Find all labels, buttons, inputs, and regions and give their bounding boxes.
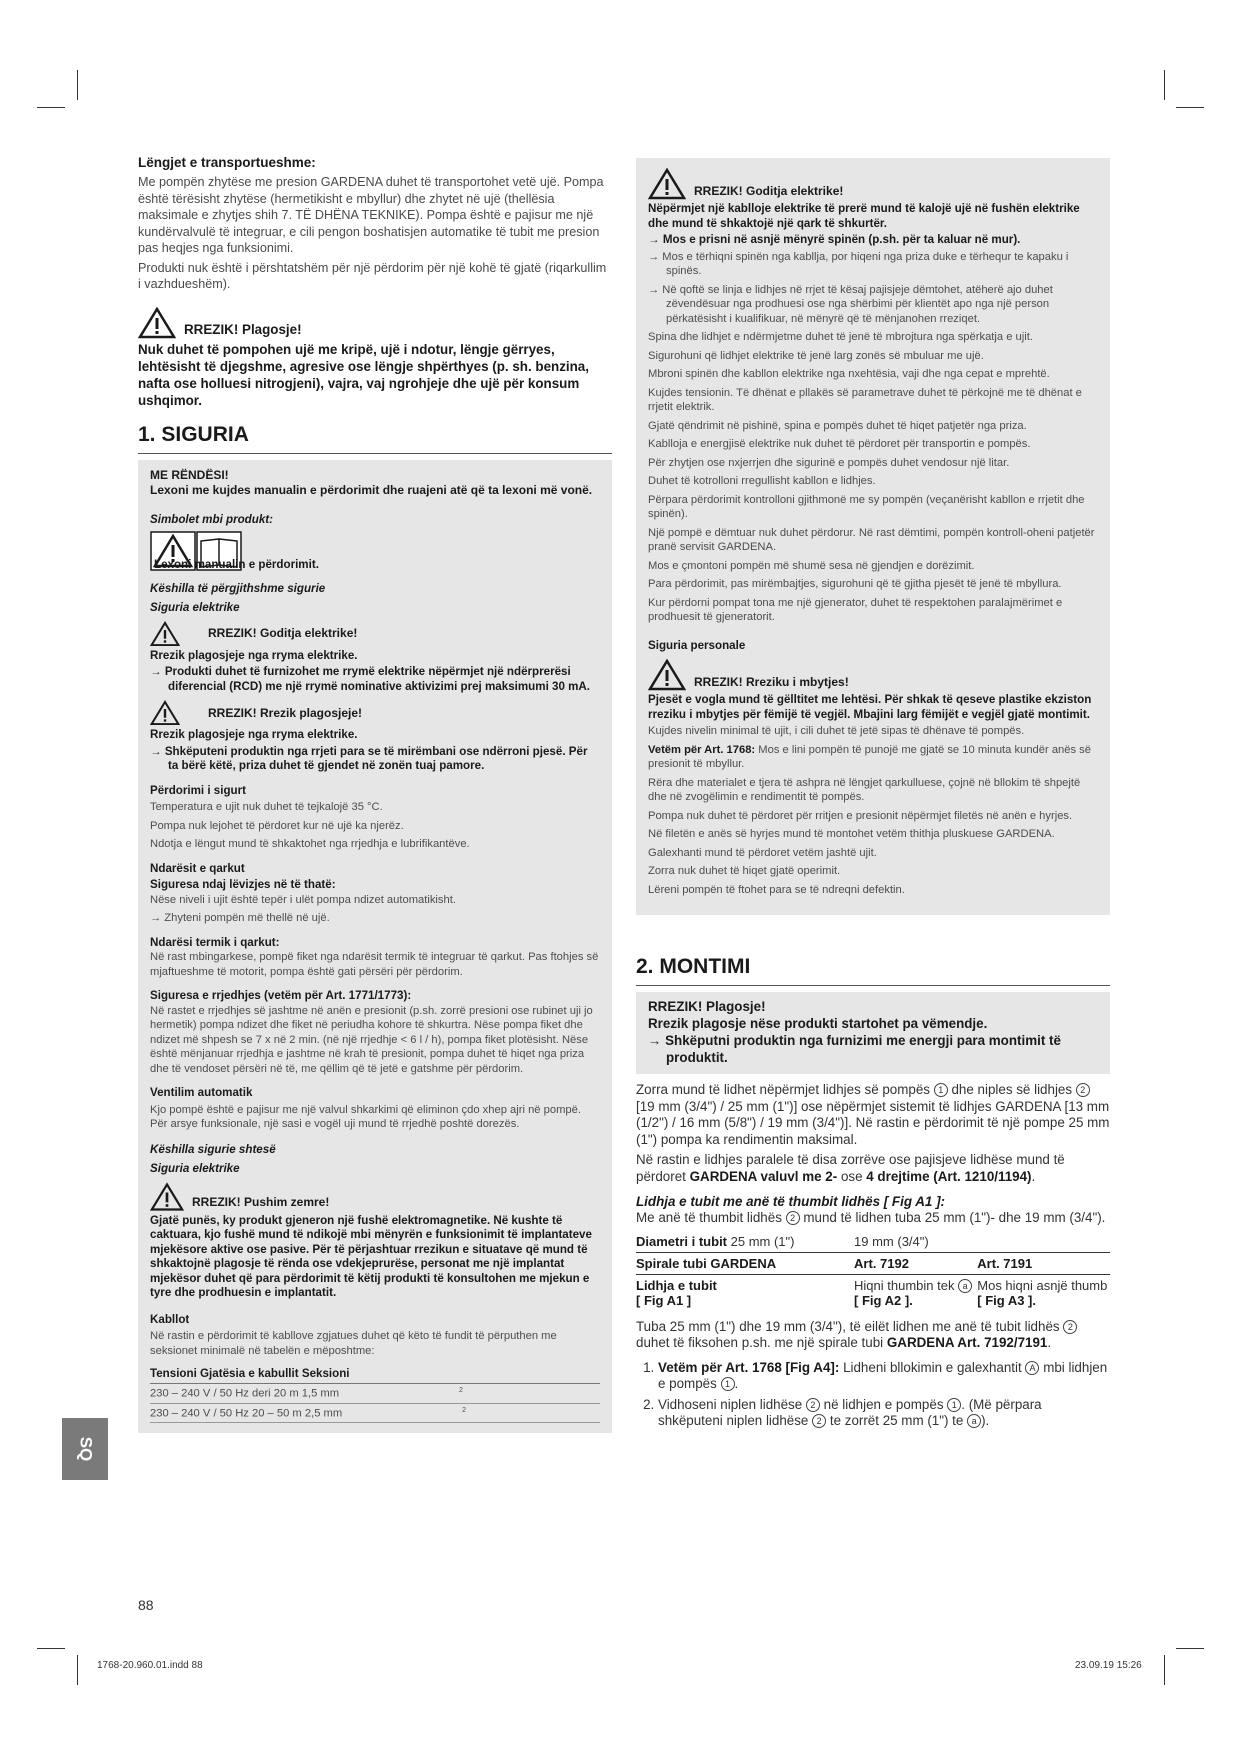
after-table-paragraph: Tuba 25 mm (1") dhe 19 mm (3/4"), të eilët lidhen me anë të tubit lidhës 2 duhet të fiksohen p.sh. me një spirale tubi GARDENA Art. 7192/7191. — [636, 1319, 1110, 1352]
warning-triangle-icon — [150, 1182, 184, 1212]
crop-mark — [77, 1655, 78, 1685]
extra-safety-title: Këshilla sigurie shtesë — [150, 1142, 276, 1156]
right-column — [636, 158, 1110, 1434]
shock-sub: Rrezik plagosjeje nga rryma elektrike. — [150, 648, 358, 662]
electric-rule: Kujdes tensionin. Të dhënat e pllakës së parametrave duhet të përkojnë me të dhënat e rrjetit elektrik. — [648, 386, 1082, 413]
hose-table-cell: Spirale tubi GARDENA — [636, 1252, 854, 1274]
safety-box — [138, 460, 612, 1434]
choke-text: Pjesët e vogla mund të gëlltitet me lehtësi. Për shkak të qeseve plastike ekziston rreziku i mbytjes për fëmijë të vegjël. Mbajini larg fëmijët e vegjël gjatë montimit. — [648, 693, 1092, 721]
footer-date: 23.09.19 15:26 — [1075, 1660, 1142, 1671]
personal-rule: Zorra nuk duhet të hiqet gjatë operimit. — [648, 865, 841, 877]
transport-title: Lëngjet e transportueshme: — [138, 155, 316, 170]
personal-rule: Rëra dhe materialet e tjera të ashpra në lëngjet qarkulluese, çojnë në bllokim të shpejtë dhe në zvogëlimin e rendimentit të pompës. — [648, 776, 1081, 803]
choke-warning — [648, 659, 1098, 691]
flow-text: Në rastet e rrjedhjes së jashtme në anën e presionit (p.sh. zorrë presioni ose rubinet uji jo hermetik) pompa ndizet dhe fiket në periudha kohore të shkurtra. Nëse pompa fiket dhe ndizet më shpesh se 7 x në 2 min. (në një rrjedhje < 6 l / h), pompa fiket plotësisht. Nëse është mënjanuar rrjedhja e jashtme në krah të presionit, pompa duhet të hiqet nga priza dhe të vendoset përsëri në të, me qëllim që të jetë e gatshme për përdorim. — [150, 1004, 593, 1075]
personal-rule: Lëreni pompën të ftohet para se të ndreqni defektin. — [648, 883, 905, 896]
crop-mark — [1176, 107, 1204, 108]
transport-paragraph: Me pompën zhytëse me presion GARDENA duhet të transportohet vetë ujë. Pompa është tërësisht zhytëse (hermetikisht e mbyllur) dhe zhytet në ujë (thellësia maksimale e zhytjes shih 7. TË DHËNA TEKNIKE). Pompa është e pajisur me një kundërvalvulë të integruar, e cili pengon boshatisjen automatike të tubit me presion pas heqjes nga funksionimi. — [138, 175, 604, 255]
vent-title: Ventilim automatik — [150, 1086, 253, 1099]
safe-use-2: Pompa nuk lejohet të përdoret kur në ujë ka njerëz. — [150, 819, 404, 832]
electric-rule: Mos e çmontoni pompën më shumë sesa në gjendjen e dorëzimit. — [648, 559, 975, 572]
hose-table-cell: Hiqni thumbin tek a [ Fig A2 ]. — [854, 1274, 977, 1311]
injury-arrow: → Shkëputeni produktin nga rrjeti para se të mirëmbani ose ndërroni pjesë. Për ta bërë këtë, priza duhet të gjendet në zonën tuaj pamore. — [150, 744, 588, 772]
section-title-safety: 1. SIGURIA — [138, 423, 612, 454]
electric-rule: Spina dhe lidhjet e ndërmjetme duhet të jenë të mbrojtura nga spërkatja e ujit. — [648, 331, 1033, 343]
warning-triangle-icon — [648, 168, 686, 200]
language-tab: SQ — [62, 1418, 108, 1480]
cable-table-row: 230 – 240 V / 50 Hz deri 20 m 1,5 mm $^2$ — [150, 1384, 600, 1404]
arrow-3: → Në qoftë se linja e lidhjes në rrjet të kësaj pajisjeje dëmtohet, atëherë ajo duhet zëvendësuar nga prodhuesi ose nga shërbimi për klientët apo nga një person përkatësisht i kualifikuar, në mënyrë që të mënjanohen rreziqet. — [648, 283, 1053, 325]
safe-use-title: Përdorimi i sigurt — [150, 783, 246, 797]
electric-rule: Gjatë qëndrimit në pishinë, spina e pompës duhet të hiqet patjetër nga priza. — [648, 419, 1027, 432]
electric-rule: Duhet të kotrolloni rregullisht kabllon e lidhjes. — [648, 475, 876, 487]
footer-file: 1768-20.960.01.indd 88 — [97, 1660, 203, 1671]
warning-triangle-icon — [150, 700, 180, 726]
symbols-title: Simbolet mbi produkt: — [150, 512, 274, 526]
personal-rule: Në filetën e anës së hyrjes mund të montohet vetëm thithja pluskuese GARDENA. — [648, 828, 1055, 840]
cable-table-row: 230 – 240 V / 50 Hz 20 – 50 m 2,5 mm $^2$ — [150, 1403, 600, 1423]
electric-box — [636, 158, 1110, 915]
hose-table-h1: Diametri i tubit 25 mm (1") — [636, 1233, 795, 1249]
thread-text: Me anë të thumbit lidhës 2 mund të lidhen tuba 25 mm (1")- dhe 19 mm (3/4"). — [636, 1210, 1106, 1225]
assembly-warning-box — [636, 992, 1110, 1074]
personal-rule: Pompa nuk duhet të përdoret për rritjen e presionit nëpërmjet filetës në anën e hyrjes. — [648, 809, 1073, 822]
electric-rule: Kablloja e energjisë elektrike nuk duhet të përdoret për transportin e pompës. — [648, 438, 1031, 450]
hose-table — [636, 1231, 1110, 1311]
electric-rule: Mbroni spinën dhe kabllon elektrike nga nxehtësia, vaji dhe nga cepat e mprehtë. — [648, 368, 1050, 380]
personal-safety-title: Siguria personale — [648, 638, 746, 652]
dry-text: Nëse niveli i ujit është tepër i ulët pompa ndizet automatikisht. — [150, 893, 456, 906]
transport-paragraph-2: Produkti nuk është i përshtatshëm për një përdorim për një kohë të gjatë (riqarkullim i vazhdueshëm). — [138, 260, 607, 291]
symbols-row — [150, 531, 600, 571]
danger-text: Nuk duhet të pompohen ujë me kripë, ujë i ndotur, lëngje gërryes, lehtësisht të djegshme, agresive ose lëngje shpërthyes (p. sh. benzina, nafta ose holluesi nitrogjeni), vajra, vaj ngrohjeje dhe ujë për konsum ushqimor. — [138, 341, 589, 408]
heart-text: Gjatë punës, ky produkt gjeneron një fushë elektromagnetike. Në kushte të caktuara, kjo fushë mund të ndikojë mbi mënyrën e funksionimit të implantateve mjekësore aktive ose pasive. Për të përjashtuar rrezikun e situatave që mund të shkaktojnë plagosje të rënda ose vdekjeprurëse, personat me një implantat mjekësor duhet që para përdorimit të këtij produkti të konsultohen me mjekun e tyre dhe prodhuesin e implantatit. — [150, 1213, 592, 1299]
safe-use-1: Temperatura e ujit nuk duhet të tejkalojë 35 °C. — [150, 801, 383, 813]
left-column — [138, 155, 612, 1433]
general-safety-title: Këshilla të përgjithshme sigurie — [150, 581, 326, 595]
dry-title: Siguresa ndaj lëvizjes në të thatë: — [150, 878, 336, 891]
section-title-assembly: 2. MONTIMI — [636, 955, 1110, 986]
assembly-warning-sub: Rrezik plagosje nëse produkti startohet pa vëmendje. — [648, 1016, 988, 1031]
shock-title: RREZIK! Goditja elektrike! — [208, 626, 358, 640]
electric-rule: Para përdorimit, pas mirëmbajtjes, sigurohuni që të gjitha pjesët të jenë të mbyllura. — [648, 578, 1062, 590]
cable-table — [150, 1364, 600, 1423]
shock-warning — [648, 168, 1098, 200]
danger-title: RREZIK! Plagosje! — [184, 322, 302, 337]
assembly-warning-title: RREZIK! Plagosje! — [648, 999, 766, 1014]
step-1: 1. Vetëm për Art. 1768 [Fig A4]: Lidheni bllokimin e galexhantit A mbi lidhjen e pompës 1 . — [658, 1360, 1110, 1393]
shock-title: RREZIK! Goditja elektrike! — [694, 183, 844, 198]
safe-use-3: Ndotja e lëngut mund të shkaktohet nga rrjedhja e lubrifikantëve. — [150, 838, 470, 850]
page-number: 88 — [138, 1597, 154, 1613]
assembly-paragraph-2: Në rastin e lidhjes paralele të disa zorrëve ose pajisjeve lidhëse mund të përdoret GARDENA valuvl me 2- ose 4 drejtime (Art. 1210/1194). — [636, 1152, 1065, 1184]
heart-title: RREZIK! Pushim zemre! — [192, 1195, 330, 1209]
thermal-title: Ndarësi termik i qarkut: — [150, 935, 280, 949]
danger-injury-header — [138, 307, 612, 339]
crop-mark — [77, 70, 78, 100]
arrow-2: → Mos e tërhiqni spinën nga kabllja, por hiqeni nga priza duke e tërhequr te kapaku i spinës. — [648, 250, 1069, 277]
personal-rule: Kujdes nivelin minimal të ujit, i cili duhet të jetë sipas të dhënave të pompës. — [648, 725, 1025, 737]
electric-rule: Kur përdorni pompat tona me një gjenerator, duhet të respektohen paralajmërimet e prodhuesit të gjeneratorit. — [648, 596, 1063, 623]
cable-table-head: Tensioni Gjatësia e kabullit Seksioni — [150, 1364, 600, 1384]
injury-title: RREZIK! Rrezik plagosjeje! — [208, 705, 363, 720]
injury-warning — [150, 700, 600, 726]
flow-title: Siguresa e rrjedhjes (vetëm për Art. 1771/1773): — [150, 989, 412, 1002]
hose-table-cell: Mos hiqni asnjë thumb [ Fig A3 ]. — [977, 1277, 1108, 1308]
personal-rule: Vetëm për Art. 1768: Mos e lini pompën të punojë me gjatë se 10 minuta kundër anës së presionit të mbyllur. — [648, 743, 1091, 770]
assembly-paragraph: Zorra mund të lidhet nëpërmjet lidhjes së pompës 1 dhe niples së lidhjes 2 [19 mm (3/4") / 25 mm (1")] ose nëpërmjet sistemit të lidhjes GARDENA [13 mm (1/2") / 16 mm (5/8") / 19 mm (3/4")]. Në rastin e përdorimit të një pompe 25 mm (1") pompa ka rendimentin maksimal. — [636, 1082, 1110, 1147]
heart-warning — [150, 1182, 600, 1212]
warning-triangle-icon — [138, 307, 176, 339]
important-title: ME RËNDËSI! — [150, 467, 229, 482]
warning-triangle-icon — [648, 659, 686, 691]
thermal-text: Në rast mbingarkese, pompë fiket nga ndarësit termik të integruar të qarkut. Pas ftohjes së mjaftueshme të motorit, pompa është gati përsëri për përdorim. — [150, 951, 599, 978]
hose-table-h2: 19 mm (3/4") — [854, 1233, 929, 1249]
assembly-steps — [636, 1360, 1110, 1430]
crop-mark — [37, 107, 65, 108]
crop-mark — [1164, 70, 1165, 100]
crop-mark — [1176, 1648, 1204, 1649]
electric-rule: Sigurohuni që lidhjet elektrike të jenë larg zonës së mbuluar me ujë. — [648, 349, 984, 362]
choke-title: RREZIK! Rreziku i mbytjes! — [694, 674, 849, 689]
symbols-text: Lexoni manualin e përdorimit. — [154, 558, 319, 571]
switch-title: Ndarësit e qarkut — [150, 861, 245, 875]
cable-text: Në rastin e përdorimit të kabllove zgjatues duhet që këto të fundit të përputhen me seksionet minimalë në tabelën e mëposhtme: — [150, 1330, 557, 1357]
extra-electric-title: Siguria elektrike — [150, 1161, 240, 1175]
crop-mark — [1164, 1655, 1165, 1685]
hose-table-cell: Lidhja e tubit [ Fig A1 ] — [636, 1277, 717, 1308]
important-text: Lexoni me kujdes manualin e përdorimit dhe ruajeni atë që ta lexoni më vonë. — [150, 482, 593, 497]
crop-mark — [37, 1648, 65, 1649]
injury-sub: Rrezik plagosjeje nga rryma elektrike. — [150, 728, 358, 741]
personal-rule: Galexhanti mund të përdoret vetëm jashtë ujit. — [648, 846, 877, 859]
electric-rule: Për zhytjen ose nxjerrjen dhe sigurinë e pompës duhet vendosur një litar. — [648, 456, 1010, 469]
dry-arrow: → Zhyteni pompën më thellë në ujë. — [150, 912, 330, 924]
arrow-1: → Mos e prisni në asnjë mënyrë spinën (p.sh. për ta kaluar në mur). — [648, 233, 1021, 246]
electric-safety-title: Siguria elektrike — [150, 600, 240, 614]
step-2: 2. Vidhoseni niplen lidhëse 2 në lidhjen e pompës 1 . (Më përpara shkëputeni niplen lidhëse 2 te zorrët 25 mm (1") te a ). — [658, 1397, 1110, 1430]
hose-table-cell: Art. 7192 — [854, 1252, 977, 1274]
thread-title: Lidhja e tubit me anë të thumbit lidhës [ Fig A1 ]: — [636, 1194, 945, 1209]
shock-warning — [150, 621, 600, 647]
electric-rule: Një pompë e dëmtuar nuk duhet përdorur. Në rast dëmtimi, pompën kontroll-oheni patjetër pranë servisit GARDENA. — [648, 526, 1095, 553]
cable-title: Kabllot — [150, 1312, 190, 1326]
electric-rule: Përpara përdorimit kontrolloni gjithmonë me sy pompën (veçanërisht kabllon e rrjetit dhe spinën). — [648, 493, 1085, 520]
vent-text: Kjo pompë është e pajisur me një valvul shkarkimi që eliminon çdo xhep ajri në pompë. Për arsye funksionale, një sasi e vogël uji mund të rrjedhë poshtë dorezës. — [150, 1103, 581, 1130]
warning-triangle-icon — [150, 621, 180, 647]
hose-table-cell: Art. 7191 — [977, 1252, 1110, 1274]
assembly-warning-arrow: → Shkëputni produktin nga furnizimi me energji para montimit të produktit. — [648, 1033, 1061, 1065]
shock-text: Nëpërmjet një kablloje elektrike të prerë mund të kalojë ujë në fushën elektrike dhe mund të shkaktojë një qark të shkurtër. — [648, 202, 1080, 230]
shock-arrow: → Produkti duhet të furnizohet me rrymë elektrike nëpërmjet një ndërprerësi diferencial (RCD) me një rrymë nominative aktivizimi prej maksimumi 30 mA. — [150, 665, 591, 693]
